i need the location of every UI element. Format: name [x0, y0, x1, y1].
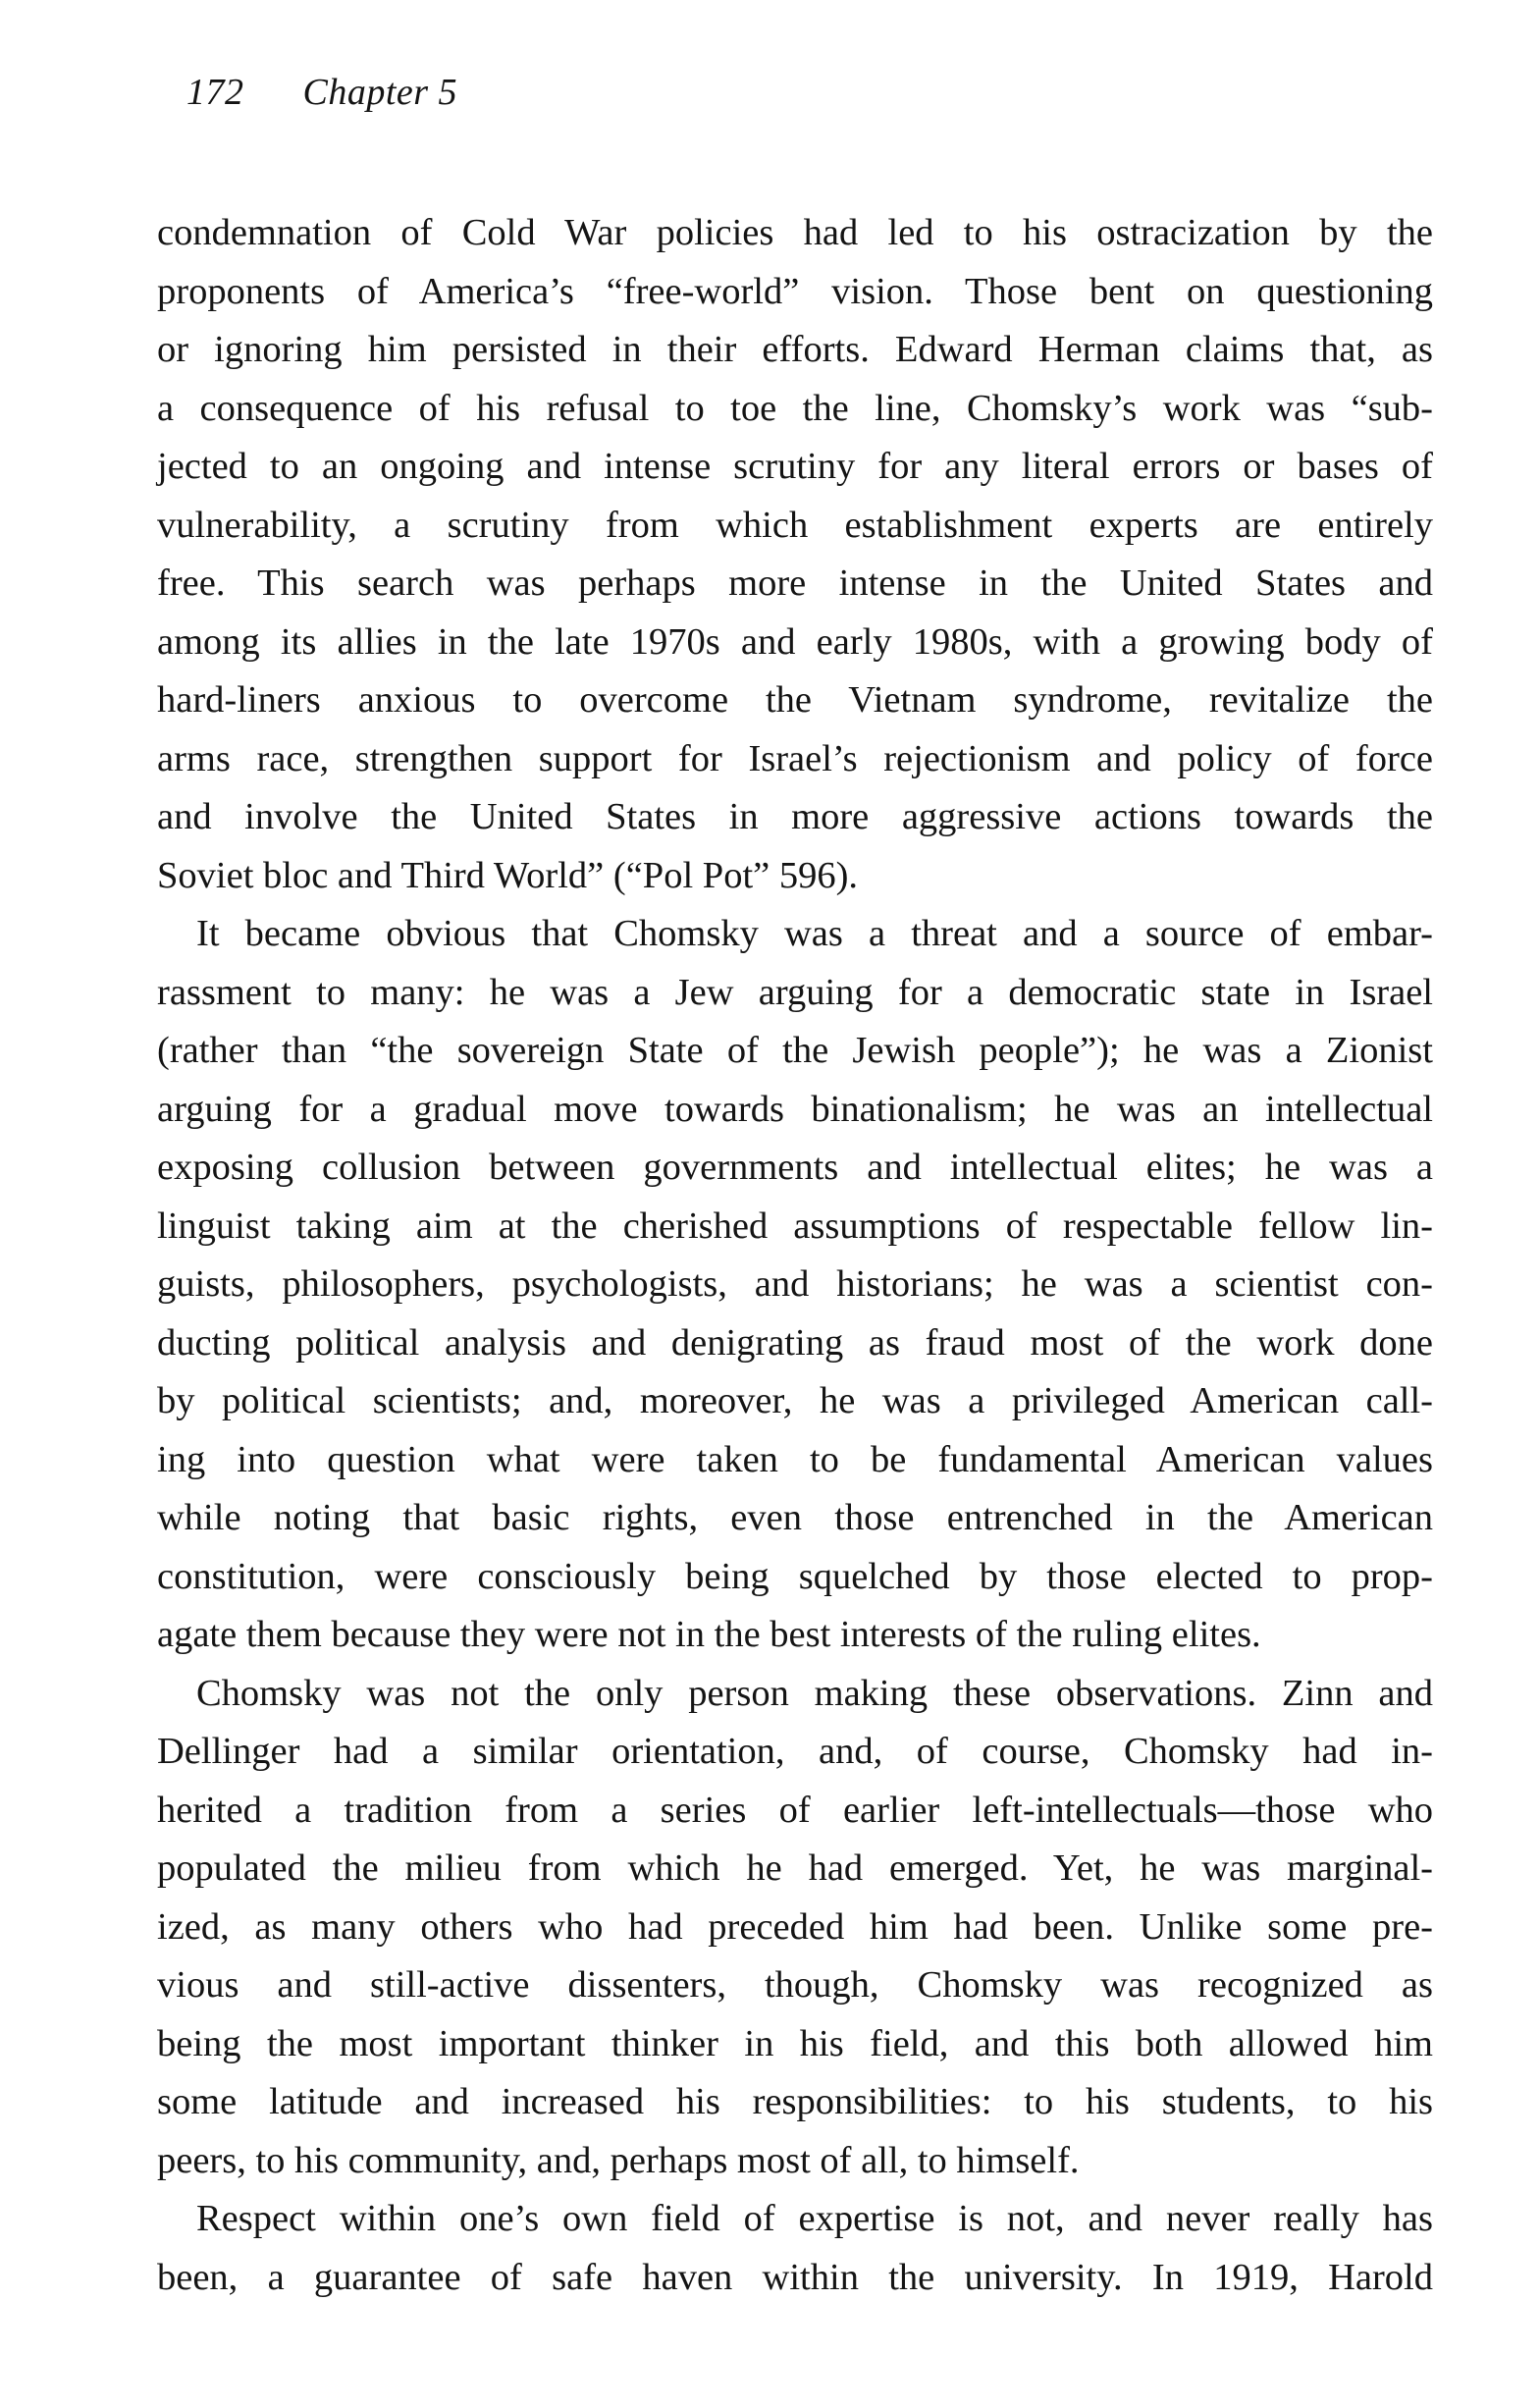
text-line: peers, to his community, and, perhaps most of all, to himself. — [157, 2139, 1080, 2181]
text-line: ing into question what were taken to be fundamental American values — [157, 1438, 1433, 1480]
text-line: Dellinger had a similar orientation, and, of course, Chomsky had in- — [157, 1731, 1433, 1772]
text-line: hard-liners anxious to overcome the Vietnam syndrome, revitalize the — [157, 679, 1433, 721]
text-line: some latitude and increased his responsibilities: to his students, to his — [157, 2081, 1433, 2122]
text-line: exposing collusion between governments and intellectual elites; he was a — [157, 1147, 1433, 1188]
paragraph — [157, 204, 1433, 905]
text-line: vulnerability, a scrutiny from which establishment experts are entirely — [157, 504, 1433, 546]
text-line: jected to an ongoing and intense scrutiny for any literal errors or bases of — [157, 446, 1433, 487]
text-line: free. This search was perhaps more intense in the United States and — [157, 562, 1433, 604]
text-line: guists, philosophers, psychologists, and historians; he was a scientist con- — [157, 1263, 1433, 1305]
text-line: constitution, were consciously being squelched by those elected to prop- — [157, 1555, 1433, 1597]
text-line: while noting that basic rights, even those entrenched in the American — [157, 1497, 1433, 1538]
text-line: It became obvious that Chomsky was a threat and a source of embar- — [196, 913, 1433, 954]
text-line: condemnation of Cold War policies had led to his ostracization by the — [157, 212, 1433, 253]
text-line: ducting political analysis and denigrating as fraud most of the work done — [157, 1321, 1433, 1364]
running-head — [186, 71, 457, 114]
text-line: arms race, strengthen support for Israel’s rejectionism and policy of force — [157, 737, 1433, 779]
text-line: or ignoring him persisted in their efforts. Edward Herman claims that, as — [157, 329, 1433, 370]
text-line: Chomsky was not the only person making these observations. Zinn and — [196, 1672, 1433, 1714]
chapter-title: Chapter 5 — [302, 72, 458, 113]
text-line: Soviet bloc and Third World” (“Pol Pot” 596). — [157, 854, 859, 896]
paragraph — [157, 1665, 1433, 2191]
text-line: being the most important thinker in his field, and this both allowed him — [157, 2022, 1433, 2064]
text-line: (rather than “the sovereign State of the Jewish people”); he was a Zionist — [157, 1030, 1433, 1071]
text-line: among its allies in the late 1970s and early 1980s, with a growing body of — [157, 620, 1433, 663]
body-text — [157, 204, 1433, 2307]
text-line: agate them because they were not in the best interests of the ruling elites. — [157, 1614, 1261, 1655]
text-line: herited a tradition from a series of earlier left-intellectuals—those who — [157, 1789, 1433, 1831]
text-line: by political scientists; and, moreover, he was a privileged American call- — [157, 1380, 1433, 1421]
text-line: a consequence of his refusal to toe the line, Chomsky’s work was “sub- — [157, 387, 1433, 429]
text-line: rassment to many: he was a Jew arguing for a democratic state in Israel — [157, 971, 1433, 1013]
paragraph — [157, 905, 1433, 1665]
text-line: populated the milieu from which he had emerged. Yet, he was marginal- — [157, 1847, 1433, 1889]
text-line: Respect within one’s own field of expertise is not, and never really has — [196, 2198, 1433, 2239]
text-line: ized, as many others who had preceded him had been. Unlike some pre- — [157, 1905, 1433, 1948]
text-line: been, a guarantee of safe haven within the university. In 1919, Harold — [157, 2256, 1433, 2298]
text-line: arguing for a gradual move towards binationalism; he was an intellectual — [157, 1088, 1433, 1130]
text-line: proponents of America’s “free-world” vision. Those bent on questioning — [157, 270, 1433, 312]
text-line: linguist taking aim at the cherished assumptions of respectable fellow lin- — [157, 1204, 1433, 1247]
page-number: 172 — [186, 72, 244, 113]
text-line: and involve the United States in more aggressive actions towards the — [157, 796, 1433, 837]
paragraph — [157, 2190, 1433, 2307]
text-line: vious and still-active dissenters, though, Chomsky was recognized as — [157, 1964, 1433, 2006]
